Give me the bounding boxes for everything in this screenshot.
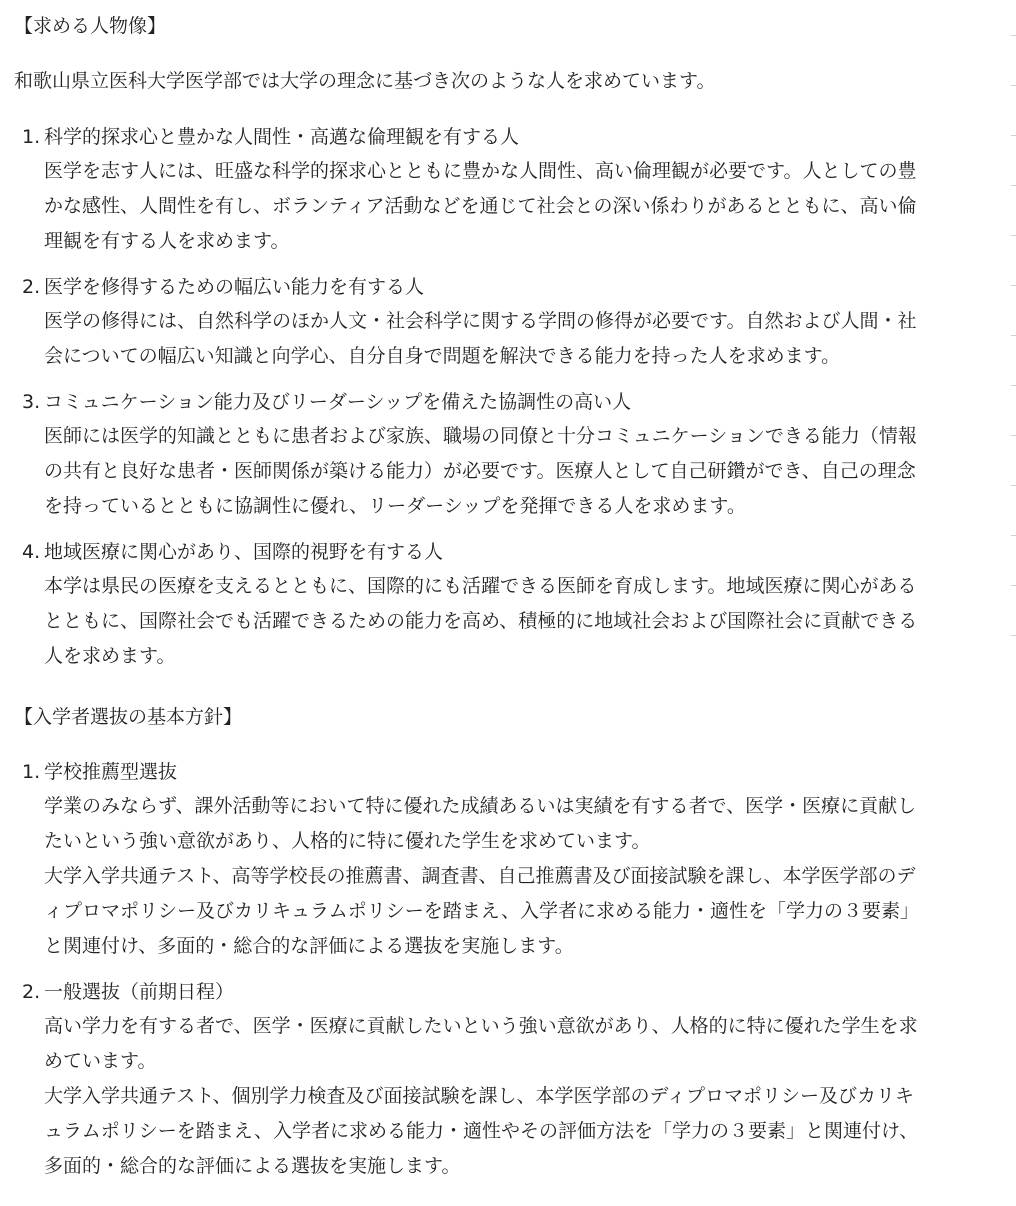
body-line: かな感性、人間性を有し、ボランティア活動などを通じて社会との深い係わりがあるとともに、高い倫 bbox=[44, 195, 917, 217]
item-body bbox=[22, 154, 982, 259]
item-title bbox=[22, 125, 982, 149]
body-line: 本学は県民の医療を支えるとともに、国際的にも活躍できる医師を育成します。地域医療に関心がある bbox=[44, 575, 917, 597]
item-title bbox=[22, 275, 982, 299]
item-body bbox=[22, 304, 982, 374]
item-title bbox=[22, 980, 982, 1004]
body-line: 大学入学共通テスト、個別学力検査及び面接試験を課し、本学医学部のディプロマポリシー及びカリキ bbox=[44, 1085, 915, 1107]
section-heading-profile: 【求める人物像】 bbox=[14, 15, 167, 37]
body-line: 医師には医学的知識とともに患者および家族、職場の同僚と十分コミュニケーションできる能力（情報 bbox=[44, 425, 917, 447]
ruler-tick bbox=[1011, 135, 1016, 136]
item-number: 2. bbox=[22, 981, 41, 1003]
section-heading-admission-policy: 【入学者選抜の基本方針】 bbox=[14, 706, 243, 728]
ruler-tick bbox=[1011, 585, 1016, 586]
body-line: を持っているとともに協調性に優れ、リーダーシップを発揮できる人を求めます。 bbox=[44, 495, 746, 517]
item-body bbox=[22, 569, 982, 674]
ruler-tick bbox=[1011, 35, 1016, 36]
item-number: 1. bbox=[22, 126, 41, 148]
item-title bbox=[22, 760, 982, 784]
item-title bbox=[22, 540, 982, 564]
item-number: 1. bbox=[22, 761, 41, 783]
list-item bbox=[22, 760, 982, 964]
body-line: 多面的・総合的な評価による選抜を実施します。 bbox=[44, 1155, 461, 1177]
body-line: の共有と良好な患者・医師関係が築ける能力）が必要です。医療人として自己研鑽ができ、自己の理念 bbox=[44, 460, 916, 482]
list-item bbox=[22, 540, 982, 674]
ruler-tick bbox=[1011, 635, 1016, 636]
ruler-tick bbox=[1011, 485, 1016, 486]
ruler-tick bbox=[1011, 285, 1016, 286]
item-number: 4. bbox=[22, 541, 41, 563]
item-title-text: 科学的探求心と豊かな人間性・高邁な倫理観を有する人 bbox=[44, 126, 520, 148]
body-line: ュラムポリシーを踏まえ、入学者に求める能力・適性やその評価方法を「学力の３要素」と関連付け、 bbox=[44, 1120, 919, 1142]
body-line: たいという強い意欲があり、人格的に特に優れた学生を求めています。 bbox=[44, 830, 651, 852]
body-line: 学業のみならず、課外活動等において特に優れた成績あるいは実績を有する者で、医学・医療に貢献し bbox=[44, 795, 917, 817]
item-title-text: 医学を修得するための幅広い能力を有する人 bbox=[44, 276, 425, 298]
item-title-text: 学校推薦型選抜 bbox=[44, 761, 178, 783]
list-item bbox=[22, 980, 982, 1184]
body-line: 人を求めます。 bbox=[44, 645, 176, 667]
item-title-text: 地域医療に関心があり、国際的視野を有する人 bbox=[44, 541, 444, 563]
body-line: めています。 bbox=[44, 1050, 157, 1072]
item-title-text: 一般選抜（前期日程） bbox=[44, 981, 235, 1003]
list-item bbox=[22, 275, 982, 374]
body-line: とともに、国際社会でも活躍できるための能力を高め、積極的に地域社会および国際社会に貢献できる bbox=[44, 610, 918, 632]
ruler-tick bbox=[1011, 335, 1016, 336]
body-line: 高い学力を有する者で、医学・医療に貢献したいという強い意欲があり、人格的に特に優れた学生を求 bbox=[44, 1015, 918, 1037]
body-line: 会についての幅広い知識と向学心、自分自身で問題を解決できる能力を持った人を求めます。 bbox=[44, 345, 841, 367]
item-title bbox=[22, 390, 982, 414]
ruler-tick bbox=[1011, 385, 1016, 386]
ruler-tick bbox=[1011, 185, 1016, 186]
right-edge-ruler bbox=[1010, 0, 1016, 1206]
item-body bbox=[22, 1009, 982, 1184]
list-item bbox=[22, 390, 982, 524]
ruler-tick bbox=[1011, 235, 1016, 236]
item-number: 2. bbox=[22, 276, 41, 298]
list-item bbox=[22, 125, 982, 259]
ruler-tick bbox=[1011, 535, 1016, 536]
ruler-tick bbox=[1011, 85, 1016, 86]
ruler-tick bbox=[1011, 435, 1016, 436]
body-line: 理観を有する人を求めます。 bbox=[44, 230, 290, 252]
item-number: 3. bbox=[22, 391, 41, 413]
body-line: 医学の修得には、自然科学のほか人文・社会科学に関する学問の修得が必要です。自然および人間・社 bbox=[44, 310, 917, 332]
item-body bbox=[22, 789, 982, 964]
item-body bbox=[22, 419, 982, 524]
item-title-text: コミュニケーション能力及びリーダーシップを備えた協調性の高い人 bbox=[44, 391, 632, 413]
body-line: 医学を志す人には、旺盛な科学的探求心とともに豊かな人間性、高い倫理観が必要です。人としての豊 bbox=[44, 160, 917, 182]
body-line: と関連付け、多面的・総合的な評価による選抜を実施します。 bbox=[44, 935, 574, 957]
body-line: ィプロマポリシー及びカリキュラムポリシーを踏まえ、入学者に求める能力・適性を「学力の３要素」 bbox=[44, 900, 919, 922]
intro-text: 和歌山県立医科大学医学部では大学の理念に基づき次のような人を求めています。 bbox=[14, 70, 716, 92]
body-line: 大学入学共通テスト、高等学校長の推薦書、調査書、自己推薦書及び面接試験を課し、本学医学部のデ bbox=[44, 865, 916, 887]
